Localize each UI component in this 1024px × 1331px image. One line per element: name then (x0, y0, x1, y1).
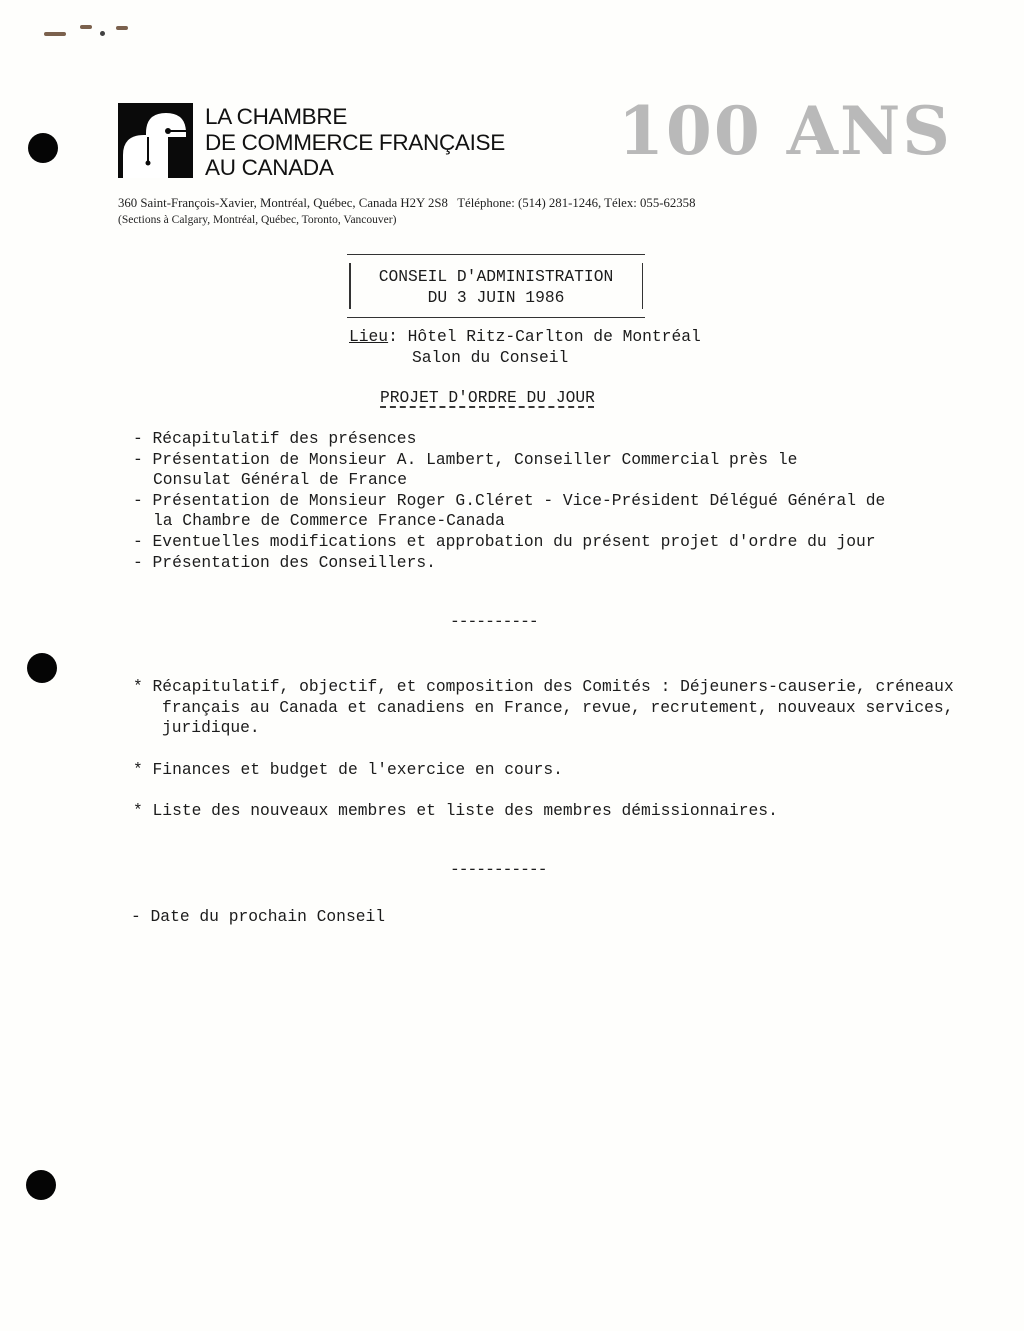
location-room: Salon du Conseil (412, 348, 569, 367)
ink-smudge (116, 26, 128, 30)
section-separator: ----------- (450, 860, 547, 879)
address-line: 360 Saint-François-Xavier, Montréal, Québec, Canada H2Y 2S8 Téléphone: (514) 281-1246, Télex: 055-62358 (118, 196, 696, 210)
ink-smudge (80, 25, 92, 29)
agenda-item: - Récapitulatif des présences (133, 429, 417, 448)
centenary-stamp: 100 ANS (618, 92, 952, 170)
punch-hole (27, 653, 57, 683)
org-name-line: AU CANADA (205, 155, 334, 180)
agenda-item: - Présentation de Monsieur Roger G.Cléret - Vice-Président Délégué Général de la Chambre de Commerce France-Canada (133, 490, 886, 531)
star-item: * Finances et budget de l'exercice en cours. (133, 760, 563, 779)
organization-name (205, 104, 505, 181)
meeting-location (349, 326, 701, 368)
meeting-date: DU 3 JUIN 1986 (427, 288, 565, 307)
org-name-line: LA CHAMBRE (205, 104, 348, 129)
sections-line: (Sections à Calgary, Montréal, Québec, Toronto, Vancouver) (118, 214, 397, 226)
meeting-title-box (347, 254, 645, 318)
final-agenda-item: - Date du prochain Conseil (131, 907, 386, 926)
agenda-list (133, 429, 913, 573)
ink-smudge (100, 31, 105, 36)
punch-hole (28, 133, 58, 163)
agenda-heading: PROJET D'ORDRE DU JOUR (380, 388, 595, 407)
agenda-item: - Présentation de Monsieur A. Lambert, Conseiller Commercial près le Consulat Général de France (133, 449, 798, 490)
meeting-title: CONSEIL D'ADMINISTRATION (378, 267, 614, 286)
punch-hole (26, 1170, 56, 1200)
star-item: * Récapitulatif, objectif, et composition des Comités : Déjeuners-causerie, créneaux français au Canada et canadiens en France, revue, recrutement, nouveaux services, juridique. (133, 677, 954, 738)
star-item: * Liste des nouveaux membres et liste des membres démissionnaires. (133, 801, 778, 820)
letterhead-address (118, 194, 695, 227)
location-venue: Hôtel Ritz-Carlton de Montréal (407, 327, 701, 346)
location-separator: : (388, 327, 398, 346)
cf-logo-icon (118, 103, 193, 178)
location-label: Lieu (349, 327, 389, 346)
section-separator: ---------- (450, 612, 538, 631)
agenda-item: - Eventuelles modifications et approbation du présent projet d'ordre du jour (133, 531, 876, 551)
agenda-item: - Présentation des Conseillers. (133, 552, 436, 572)
ink-smudge (44, 32, 66, 36)
chamber-logo (118, 103, 193, 178)
org-name-line: DE COMMERCE FRANÇAISE (205, 129, 505, 155)
